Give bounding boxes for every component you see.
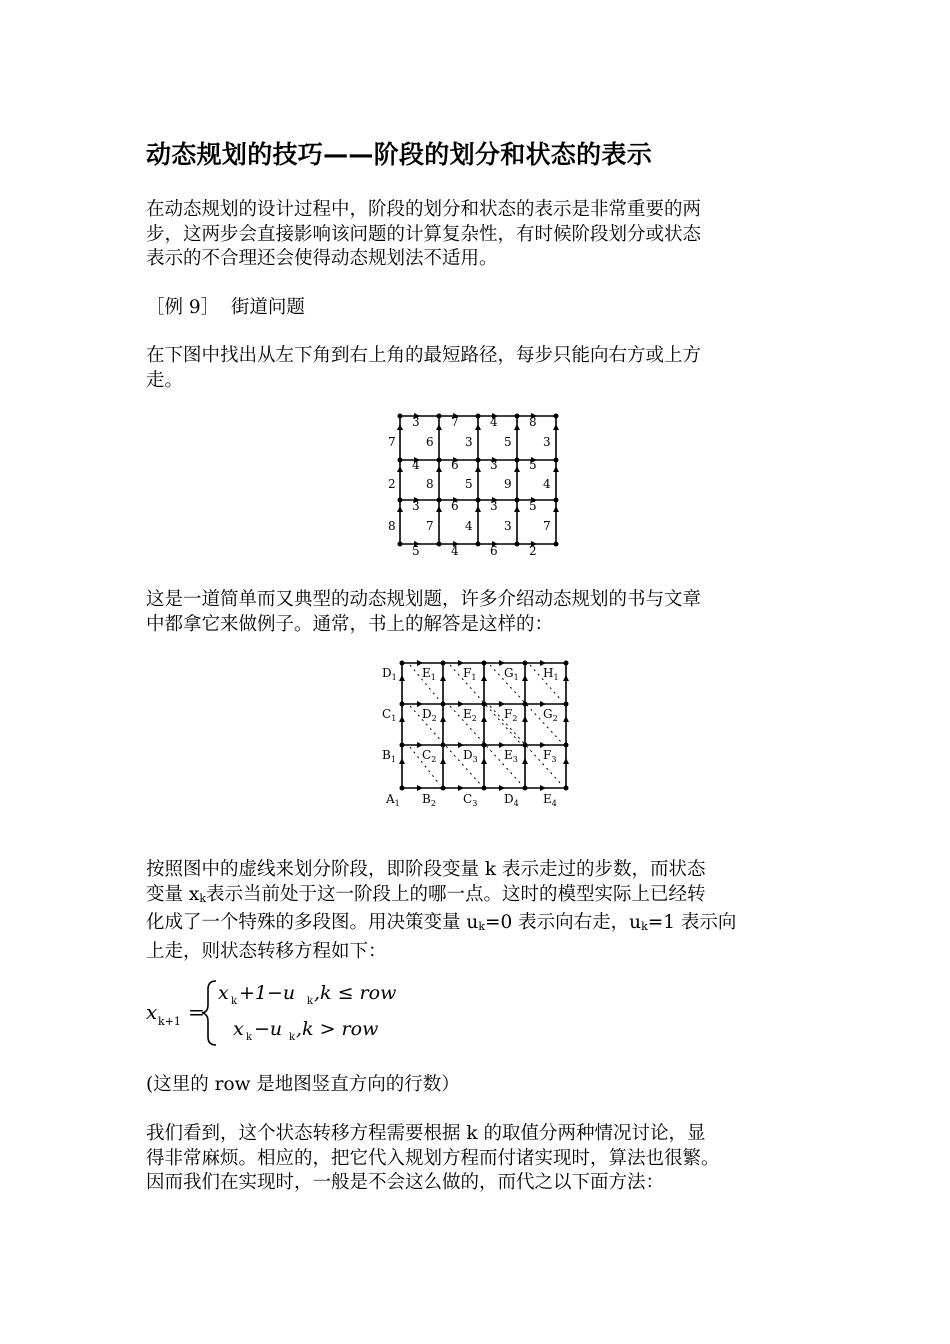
grid-vertical-label: 4	[543, 477, 551, 491]
formula-lhs: x	[146, 1000, 158, 1024]
grid-horizontal-label: 6	[451, 458, 459, 472]
formula-case1-cond: ,k ≤ row	[314, 982, 397, 1004]
grid-vertical-label: 9	[504, 477, 512, 491]
grid-top-label: 4	[490, 415, 498, 429]
intro-line: 表示的不合理还会使得动态规划法不适用。	[146, 248, 498, 269]
stage-node-label: $B_2$	[422, 792, 436, 808]
paragraph-line: 这是一道简单而又典型的动态规划题，许多介绍动态规划的书与文章	[146, 589, 702, 610]
inline-text: 化成了一个特殊的多段图。用决策变量 u	[146, 912, 479, 933]
stage-node-label: $C_2$	[422, 748, 437, 764]
example-label: ［例 9］	[146, 297, 220, 318]
stage-node-label: $F_3$	[543, 748, 557, 764]
stage-division-figure	[380, 655, 575, 810]
inline-subscript: k	[199, 891, 206, 905]
grid-horizontal-label: 6	[451, 499, 459, 513]
stage-node-label: $G_2$	[543, 707, 558, 723]
stage-node-label: $E_4$	[543, 792, 557, 808]
stage-node-label: $H_1$	[543, 666, 559, 682]
grid-vertical-label: 7	[388, 435, 396, 449]
grid-top-label: 7	[451, 415, 459, 429]
stage-node-label: $C_1$	[382, 707, 397, 723]
grid-bottom-label: 2	[529, 544, 537, 556]
problem-line: 走。	[146, 369, 184, 391]
formula-equals: =	[188, 1000, 205, 1024]
problem-line: 在下图中找出从左下角到右上角的最短路径，每步只能向右方或上方	[146, 345, 702, 366]
grid-bottom-label: 5	[412, 544, 420, 556]
formula-case2-sub: k	[246, 1032, 253, 1043]
grid-horizontal-label: 3	[490, 458, 498, 472]
inline-text: =1 表示向	[647, 912, 737, 933]
grid-vertical-label: 7	[543, 519, 551, 533]
grid-vertical-label: 3	[543, 435, 551, 449]
grid-horizontal-label: 3	[412, 499, 420, 513]
grid-vertical-label: 8	[426, 477, 434, 491]
grid-vertical-label: 8	[388, 519, 396, 533]
formula-brace	[202, 981, 216, 1045]
formula-case2-sub2: k	[289, 1032, 296, 1043]
inline-text: 变量 x	[146, 883, 200, 905]
stage-node-label: $D_1$	[382, 666, 397, 682]
stage-node-label: $C_3$	[463, 792, 478, 808]
grid-vertical-label: 7	[426, 519, 434, 533]
paragraph-4	[146, 1122, 816, 1196]
formula-case1-sub: k	[231, 996, 238, 1007]
grid-horizontal-label: 3	[490, 499, 498, 513]
formula-case2-cond: ,k > row	[296, 1018, 379, 1040]
example-heading	[146, 296, 816, 321]
state-transition-formula	[146, 975, 426, 1050]
problem-paragraph	[146, 344, 816, 393]
paragraph-3	[146, 858, 816, 964]
grid-vertical-label: 2	[388, 477, 396, 491]
paragraph-line: 上走，则状态转移方程如下：	[146, 940, 387, 962]
intro-line: 在动态规划的设计过程中，阶段的划分和状态的表示是非常重要的两	[146, 199, 702, 220]
grid-vertical-label: 4	[465, 519, 473, 533]
grid-vertical-label: 6	[426, 435, 434, 449]
inline-subscript: k	[478, 920, 485, 933]
stage-dashed-lines	[402, 663, 562, 785]
street-grid-figure	[380, 408, 570, 556]
inline-subscript: k	[641, 920, 648, 933]
grid-vertical-label: 5	[465, 477, 473, 491]
stage-node-label: $D_2$	[422, 707, 437, 723]
grid-bottom-label: 6	[490, 544, 498, 556]
paragraph-line: 我们看到，这个状态转移方程需要根据 k 的取值分两种情况讨论，显	[146, 1123, 706, 1144]
grid-top-label: 3	[412, 415, 420, 429]
note-text: (这里的 row 是地图竖直方向的行数）	[146, 1074, 460, 1095]
inline-text: =0 表示向右走，u	[484, 912, 642, 933]
stage-node-label: $F_2$	[504, 707, 518, 723]
inline-text: 表示当前处于这一阶段上的哪一点。这时的模型实际上已经转	[206, 883, 706, 905]
stage-node-label: $G_1$	[504, 666, 519, 682]
formula-case2-rest: −u	[254, 1018, 283, 1040]
formula-case1: x	[218, 982, 229, 1004]
paragraph-line: 中都拿它来做例子。通常，书上的解答是这样的：	[146, 613, 554, 635]
formula-case1-rest: +1−u	[239, 982, 296, 1004]
stage-node-label: $B_1$	[382, 748, 396, 764]
stage-node-label: $F_1$	[463, 666, 477, 682]
grid-vertical-label: 3	[504, 519, 512, 533]
stage-node-label: $A_1$	[386, 792, 400, 808]
page-title: 动态规划的技巧——阶段的划分和状态的表示	[146, 140, 653, 169]
grid-horizontal-label: 4	[412, 458, 420, 472]
formula-case1-sub2: k	[307, 996, 314, 1007]
formula-lhs-sub: k+1	[158, 1015, 181, 1028]
note-line	[146, 1073, 816, 1098]
stage-node-label: $D_4$	[504, 792, 519, 808]
example-name: 街道问题	[230, 297, 305, 318]
paragraph-line: 因而我们在实现时，一般是不会这么做的，而代之以下面方法：	[146, 1172, 665, 1193]
grid-top-label: 8	[529, 415, 537, 429]
formula-case2: x	[233, 1018, 244, 1040]
grid-horizontal-label: 5	[529, 499, 537, 513]
paragraph-2	[146, 588, 816, 637]
stage-node-label: $E_1$	[422, 666, 436, 682]
stage-node-label: $D_3$	[463, 748, 478, 764]
intro-line: 步，这两步会直接影响该问题的计算复杂性，有时候阶段划分或状态	[146, 223, 702, 245]
grid-bottom-label: 4	[451, 544, 459, 556]
grid-vertical-label: 3	[465, 435, 473, 449]
stage-node-label: $E_3$	[504, 748, 518, 764]
grid-horizontal-label: 5	[529, 458, 537, 472]
grid-vertical-label: 5	[504, 435, 512, 449]
paragraph-line: 按照图中的虚线来划分阶段，即阶段变量 k 表示走过的步数，而状态	[146, 859, 706, 880]
stage-node-label: $E_2$	[463, 707, 477, 723]
paragraph-line: 得非常麻烦。相应的，把它代入规划方程而付诸实现时，算法也很繁。	[146, 1147, 720, 1169]
intro-paragraph	[146, 198, 816, 272]
